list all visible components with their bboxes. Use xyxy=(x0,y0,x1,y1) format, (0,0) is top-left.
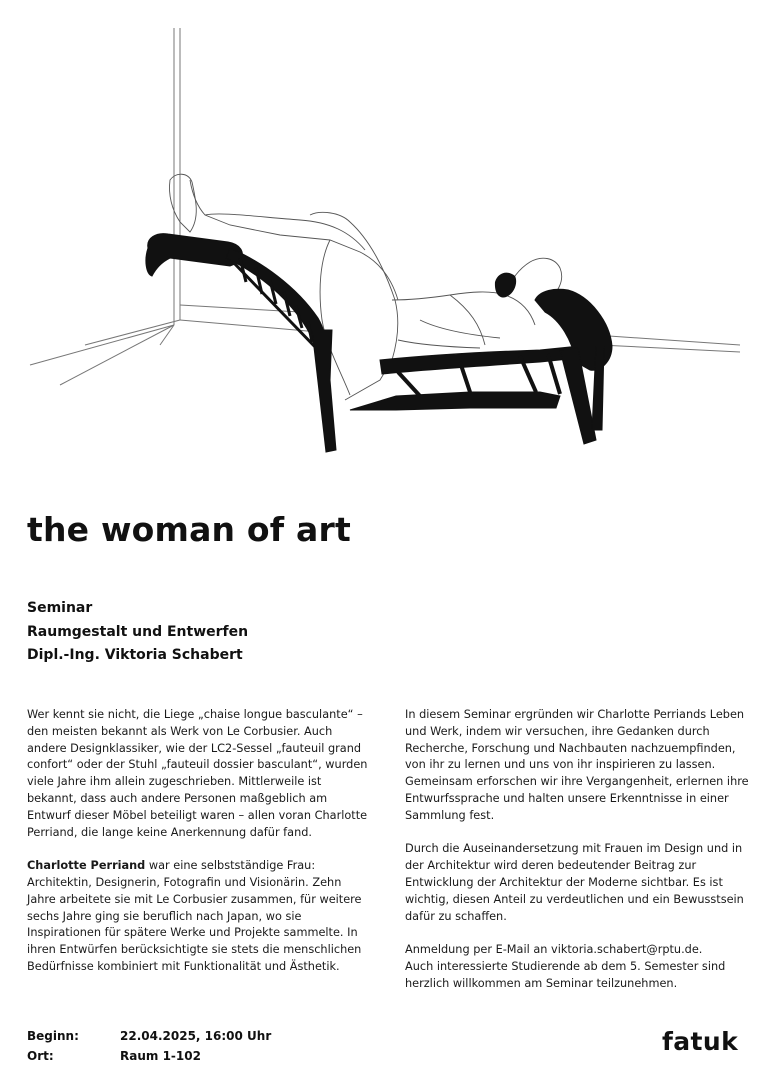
start-label: Beginn: xyxy=(27,1029,79,1043)
event-details xyxy=(27,1026,271,1066)
seminar-info xyxy=(27,597,248,668)
body-paragraph: Durch die Auseinandersetzung mit Frauen im Design und in der Architektur wird deren bedeutender Beitrag zur Entwicklung der Architektur der Moderne sichtbar. Es ist wichtig, diesen Anteil zu verdeutlichen und ein Bewusstsein dafür zu schaffen. xyxy=(405,842,744,923)
start-row xyxy=(27,1026,271,1046)
chaise-longue-illustration xyxy=(0,0,768,470)
seminar-type: Seminar xyxy=(27,600,93,616)
body-paragraph xyxy=(27,858,372,976)
lecturer-name: Dipl.-Ing. Viktoria Schabert xyxy=(27,647,243,663)
place-row xyxy=(27,1046,271,1066)
body-paragraph: Wer kennt sie nicht, die Liege „chaise longue basculante“ – den meisten bekannt als Werk von Le Corbusier. Auch andere Designklassiker, wie der LC2-Sessel „fauteuil grand confort“ oder der Stuhl „fauteuil dossier basculant“, wurden viele Jahre ihm allein zugeschrieben. Mittlerweile ist bekannt, dass auch andere Personen maßgeblich am Entwurf dieser Möbel beteiligt waren – allen voran Charlotte Perriand, die lange keine Anerkennung dafür fand. xyxy=(27,708,368,839)
place-label: Ort: xyxy=(27,1049,54,1063)
woman-hair xyxy=(495,273,516,298)
paragraph-text: war eine selbstständige Frau: Architektin, Designerin, Fotografin und Visionärin. Zehn Jahre arbeitete sie mit Le Corbusier zusammen, für weitere sechs Jahre ging sie beruflich nach Japan, wo sie Inspirationen für spätere Werke und Projekte sammelte. In ihren Entwürfen berücksichtigte sie stets die menschlichen Bedürfnisse kombiniert mit Funktionalität und Ästhetik. xyxy=(27,859,362,973)
registration-note: Auch interessierte Studierende ab dem 5. Semester sind herzlich willkommen am Seminar teilzunehmen. xyxy=(405,959,726,990)
room-corner-lines xyxy=(30,28,740,385)
body-column-right xyxy=(405,707,750,1009)
fatuk-logo: fatuk xyxy=(662,1027,739,1056)
registration-email-line: Anmeldung per E-Mail an viktoria.schabert@rptu.de. xyxy=(405,943,703,957)
body-column-left xyxy=(27,707,372,993)
body-paragraph: In diesem Seminar ergründen wir Charlotte Perriands Leben und Werk, indem wir versuchen, ihre Gedanken durch Recherche, Forschung und Nachbauten nachzuempfinden, von ihr zu lernen und uns von ihr inspirieren zu lassen. Gemeinsam erforschen wir ihre Vergangenheit, erlernen ihre Entwurfssprache und halten unsere Erkenntnisse in einer Sammlung fest. xyxy=(405,708,749,822)
course-name: Raumgestalt und Entwerfen xyxy=(27,623,249,640)
highlighted-name: Charlotte Perriand xyxy=(27,859,146,873)
registration-info xyxy=(405,942,750,992)
start-value: 22.04.2025, 16:00 Uhr xyxy=(120,1029,272,1043)
page-title: the woman of art xyxy=(27,510,351,549)
place-value: Raum 1-102 xyxy=(120,1049,201,1063)
